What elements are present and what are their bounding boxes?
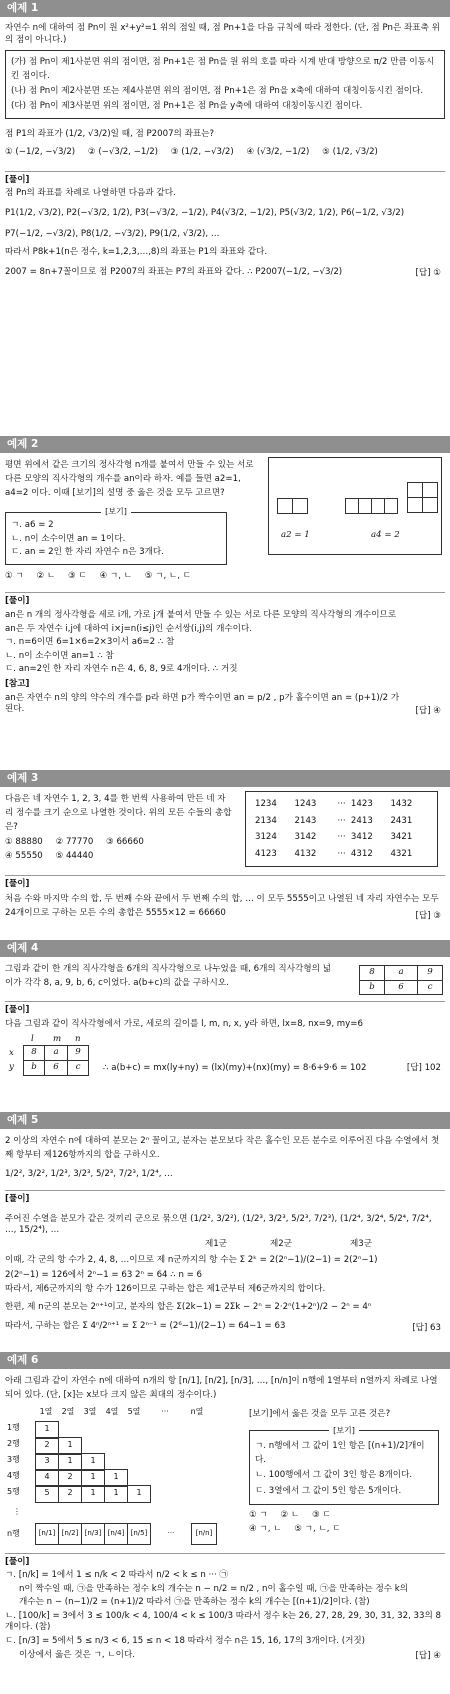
ex2-choice-5[interactable]: ⑤ ㄱ, ㄴ, ㄷ xyxy=(144,570,191,581)
ex1-rule-c: (다) 점 Pn이 제3사분면 위의 점이면, 점 Pn+1은 점 Pn을 y축에 대하여 대칭이동시킨 점이다. xyxy=(11,101,363,112)
ex5-sol-3: 2(2ⁿ−1) = 126에서 2ⁿ−1 = 63 2ⁿ = 64 ∴ n = 6 xyxy=(5,1270,203,1281)
ex6-sol-6: 이상에서 옳은 것은 ㄱ, ㄴ이다. xyxy=(19,1649,136,1660)
ex2-solution-label: [풀이] xyxy=(5,596,30,607)
ex6-sol-5: ㄷ. [n/3] = 5에서 5 ≤ n/3 < 6, 15 ≤ n < 18 따라서 정수 n은 15, 16, 17의 3개이다. (거짓) xyxy=(5,1636,366,1647)
ex2-figure-box xyxy=(268,457,442,555)
ex6-item-3: ㄷ. 3열에서 그 값이 5인 항은 5개이다. xyxy=(255,1486,402,1497)
ex1-sol-1: 점 Pn의 좌표를 차례로 나열하면 다음과 같다. xyxy=(5,188,176,199)
ex2-question: 평면 위에서 같은 크기의 정사각형 n개를 붙여서 만들 수 있는 서로 다른 모양의 직사각형의 개수를 an이라 하자. 예를 들면 a2=1, a4=2 이다. 이때 [보기]의 설명 중 옳은 것을 모두 고르면? xyxy=(5,460,254,498)
ex5-sequence: 1/2², 3/2², 1/2³, 3/2³, 5/2³, 7/2³, 1/2⁴, … xyxy=(5,1168,173,1179)
ex2-a4-label: a4 = 2 xyxy=(371,530,400,540)
ex1-question: 자연수 n에 대하여 점 Pn이 원 x²+y²=1 위의 점일 때, 점 Pn+1을 다음 규칙에 따라 정한다. (단, 점 Pn은 좌표축 위의 점이 아니다.) xyxy=(5,23,440,45)
ex3-choice-1[interactable]: ① 88880 xyxy=(5,837,43,848)
ex2-note-label: [참고] xyxy=(5,678,30,689)
ex2-a2-rects xyxy=(277,498,308,514)
ex5-solution-label: [풀이] xyxy=(5,1194,30,1205)
ex5-answer: [답] 63 xyxy=(412,1322,441,1333)
example-5-header: 예제 5 xyxy=(0,1112,450,1129)
example-1 xyxy=(0,0,450,436)
ex4-answer: [답] 102 xyxy=(406,1062,441,1073)
ex2-bogi-box xyxy=(5,507,227,565)
ex1-answer: [답] ① xyxy=(415,268,441,279)
ex3-choice-3[interactable]: ③ 66660 xyxy=(106,837,144,848)
ex3-solution-label: [풀이] xyxy=(5,879,30,890)
ex6-solution-label: [풀이] xyxy=(5,1556,30,1567)
ex5-divider xyxy=(5,1190,445,1191)
ex6-divider xyxy=(5,1553,445,1554)
ex5-group-labels: 제1군 제2군 제3군 xyxy=(205,1238,373,1249)
ex6-triangle-table: 1열 2열 3열 4열 5열 ··· n열 1행 2행 3행 4행 5행 ⋮ n행 1 2 1 3 1 1 4 2 1 1 5 2 1 1 1 [n/1] [n/2] [n/3] [n/4] [n/5] ··· [n/n] xyxy=(5,1407,243,1551)
ex1-choices xyxy=(5,147,445,159)
ex6-bogi-box xyxy=(249,1426,439,1505)
ex3-sol: 처음 수와 마지막 수의 합, 두 번째 수와 끝에서 두 번째 수의 합, … 이 모두 5555이고 나열된 네 자리 자연수는 모두 24개이므로 구하는 모든 수의 총합은 5555×12 = 66660 xyxy=(5,894,439,918)
ex5-sol-6: 따라서, 구하는 합은 Σ 4ⁿ/2ⁿ⁺¹ = Σ 2ⁿ⁻¹ = (2⁶−1)/(2−1) = 64−1 = 63 xyxy=(5,1321,286,1332)
example-1-header: 예제 1 xyxy=(0,0,450,17)
example-6-header: 예제 6 xyxy=(0,1352,450,1369)
ex6-sol-1: ㄱ. [n/k] = 1에서 1 ≤ n/k < 2 따라서 n/2 < k ≤ n ··· ㉠ xyxy=(5,1570,229,1581)
ex1-choice-5[interactable]: ⑤ (1/2, √3/2) xyxy=(322,147,378,158)
ex6-item-1: ㄱ. n행에서 그 값이 1인 항은 [(n+1)/2]개이다. xyxy=(255,1440,425,1465)
ex4-question: 그림과 같이 한 개의 직사각형을 6개의 직사각형으로 나누었을 때, 6개의 직사각형의 넓이가 각각 8, a, 9, b, 6, c이었다. a(b+c)의 값을 구하시오. xyxy=(5,964,331,988)
ex2-choice-3[interactable]: ③ ㄷ xyxy=(67,570,87,581)
ex2-sol-3: ㄱ. n=6이면 6=1×6=2×3이서 a6=2 ∴ 참 xyxy=(5,637,175,648)
ex1-choice-2[interactable]: ② (−√3/2, −1/2) xyxy=(87,147,159,158)
table-row: 3124 3142 ··· 3412 3421 xyxy=(255,832,413,843)
ex2-bogi-label: [보기] xyxy=(101,507,131,516)
ex1-rule-a: (가) 점 Pn이 제1사분면 위의 점이면, 점 Pn+1은 점 Pn을 원 위의 호를 따라 시계 반대 방향으로 π/2 만큼 이동시킨 점이다. xyxy=(11,57,435,81)
ex3-number-table xyxy=(245,791,438,867)
ex6-sol-3: 개수는 n − (n−1)/2 = (n+1)/2 따라서 ㉠을 만족하는 정수 k의 개수는 [(n+1)/2]이다. (참) xyxy=(19,1597,370,1608)
ex3-divider xyxy=(5,875,445,876)
ex6-choice-1[interactable]: ① ㄱ xyxy=(249,1509,268,1520)
example-3-header: 예제 3 xyxy=(0,770,450,787)
ex2-sol-2: an은 두 자연수 i,j에 대하여 i×j=n(i≤j)인 순서쌍(i,j)의 개수이다. xyxy=(5,623,253,634)
ex3-choice-4[interactable]: ④ 55550 xyxy=(5,851,43,861)
ex6-sol-4: ㄴ. [100/k] = 3에서 3 ≤ 100/k < 4, 100/4 < k ≤ 100/3 따라서 정수 k는 26, 27, 28, 29, 30, 31, 32, 33의 8개이다. (참) xyxy=(5,1610,441,1633)
ex1-seq-1: P1(1/2, √3/2), P2(−√3/2, 1/2), P3(−√3/2, −1/2), P4(√3/2, −1/2), P5(√3/2, 1/2), P6(−1/2, √3/2) xyxy=(5,207,405,218)
ex6-item-2: ㄴ. 100행에서 그 값이 3인 항은 8개이다. xyxy=(255,1470,413,1481)
ex1-choice-4[interactable]: ④ (√3/2, −1/2) xyxy=(246,147,310,158)
ex2-choice-4[interactable]: ④ ㄱ, ㄴ xyxy=(99,570,132,581)
ex5-sol-2: 이때, 각 군의 항 수가 2, 4, 8, …이므로 제 n군까지의 항 수는 Σ 2ᵏ = 2(2ⁿ−1)/(2−1) = 2(2ⁿ−1) xyxy=(5,1254,378,1265)
example-6 xyxy=(0,1352,450,1694)
ex2-sol-5: ㄷ. an=2인 한 자리 자연수 n은 4, 6, 8, 9로 4개이다. ∴ 거짓 xyxy=(5,664,238,675)
ex4-sol: 다음 그림과 같이 직사각형에서 가로, 세로의 길이를 l, m, n, x, y라 하면, lx=8, nx=9, my=6 xyxy=(5,1018,363,1029)
ex6-choice-2[interactable]: ② ㄴ xyxy=(280,1509,300,1520)
ex1-rules-box xyxy=(5,50,445,119)
ex6-choice-4[interactable]: ④ ㄱ, ㄴ xyxy=(249,1523,282,1534)
ex4-calc: ∴ a(b+c) = mx(ly+ny) = (lx)(my)+(nx)(my) = 8·6+9·6 = 102 xyxy=(103,1062,367,1073)
ex5-sol-1: 주어진 수열을 분모가 같은 것끼리 군으로 묶으면 (1/2², 3/2²), (1/2³, 3/2³, 5/2³, 7/2³), (1/2⁴, 3/2⁴, 5/2⁴, 7/2⁴, …, 15/2⁴), … xyxy=(5,1213,432,1236)
ex2-sol-1: an은 n 개의 정사각형을 세로 i개, 가로 j개 붙여서 만들 수 있는 서로 다른 모양의 직사각형의 개수이므로 xyxy=(5,610,397,621)
example-4-header: 예제 4 xyxy=(0,940,450,957)
ex5-sol-4: 따라서, 제6군까지의 항 수가 126이므로 구하는 합은 제1군부터 제6군까지의 합이다. xyxy=(5,1284,326,1295)
ex1-solution-label: [풀이] xyxy=(5,174,30,185)
ex2-choice-2[interactable]: ② ㄴ xyxy=(36,570,56,581)
ex2-answer: [답] ④ xyxy=(415,705,441,716)
ex3-choice-5[interactable]: ⑤ 44440 xyxy=(55,851,94,861)
ex4-labeled-grid: l m n x y 8 a 9 b 6 c xyxy=(5,1034,95,1076)
ex6-question: 아래 그림과 같이 자연수 n에 대하여 n개의 항 [n/1], [n/2], [n/3], …, [n/n]이 n행에 1열부터 n열까지 차례로 나열되어 있다. (단, [x]는 x보다 크지 않은 최대의 정수이다.) xyxy=(5,1376,438,1400)
ex2-a2-label: a2 = 1 xyxy=(281,530,310,540)
example-2-header: 예제 2 xyxy=(0,436,450,453)
ex1-sol-2: 따라서 P8k+1(n은 정수, k=1,2,3,…,8)의 좌표는 P1의 좌표와 같다. xyxy=(5,247,268,257)
example-3 xyxy=(0,770,450,940)
ex1-seq-2: P7(−1/2, −√3/2), P8(1/2, −√3/2), P9(1/2, √3/2), … xyxy=(5,229,220,240)
ex6-choice-3[interactable]: ③ ㄷ xyxy=(311,1509,331,1520)
ex4-solution-label: [풀이] xyxy=(5,1005,30,1016)
ex1-divider xyxy=(5,171,445,172)
ex4-divider xyxy=(5,1001,445,1002)
ex1-choice-1[interactable]: ① (−1/2, −√3/2) xyxy=(5,147,76,158)
ex2-note: an은 자연수 n의 양의 약수의 개수를 p라 하면 p가 짝수이면 an = p/2 , p가 홀수이면 an = (p+1)/2 가 된다. xyxy=(5,692,400,715)
table-row: 4123 4132 ··· 4312 4321 xyxy=(255,848,413,859)
ex6-bogi-label: [보기] xyxy=(329,1426,359,1435)
ex2-choice-1[interactable]: ① ㄱ xyxy=(5,570,24,581)
ex1-sol-3: 2007 = 8n+7꼴이므로 점 P2007의 좌표는 P7의 좌표와 같다. ∴ P2007(−1/2, −√3/2) xyxy=(5,266,343,277)
ex2-a4-rects-1 xyxy=(345,498,398,514)
ex3-choices xyxy=(5,836,233,864)
ex5-question: 2 이상의 자연수 n에 대하여 분모는 2ⁿ 꼴이고, 분자는 분모보다 작은 홀수인 모든 분수로 이루어진 다음 수열에서 첫째 항부터 제126항까지의 합을 구하시오. xyxy=(5,1136,440,1160)
ex6-answer: [답] ④ xyxy=(415,1651,441,1662)
table-row: 1234 1243 ··· 1423 1432 xyxy=(255,799,413,809)
ex1-question-2: 점 P1의 좌표가 (1/2, √3/2)일 때, 점 P2007의 좌표는? xyxy=(5,129,215,140)
ex6-sol-2: n이 짝수일 때, ㉠을 만족하는 정수 k의 개수는 n − n/2 = n/2 , n이 홀수일 때, ㉠을 만족하는 정수 k의 xyxy=(19,1583,409,1594)
example-5 xyxy=(0,1112,450,1352)
ex2-a4-rects-2 xyxy=(407,482,438,513)
ex2-choices xyxy=(5,571,445,583)
ex2-item-2: ㄴ. n이 소수이면 an = 1이다. xyxy=(11,533,126,544)
table-row: 2134 2143 ··· 2413 2431 xyxy=(255,815,413,826)
ex5-sol-5: 한편, 제 n군의 분모는 2ⁿ⁺¹이고, 분자의 합은 Σ(2k−1) = 2Σk − 2ⁿ = 2·2ⁿ(1+2ⁿ)/2 − 2ⁿ = 4ⁿ xyxy=(5,1301,372,1312)
ex2-item-3: ㄷ. an = 2인 한 자리 자연수 n은 3개다. xyxy=(11,547,164,558)
ex2-divider xyxy=(5,592,445,593)
ex1-rule-b: (나) 점 Pn이 제2사분면 또는 제4사분면 위의 점이면, 점 Pn+1은 점 Pn을 x축에 대하여 대칭이동시킨 점이다. xyxy=(11,85,424,96)
ex2-sol-4: ㄴ. n이 소수이면 an=1 ∴ 참 xyxy=(5,650,114,661)
ex4-grid: 8 a 9 b 6 c xyxy=(359,965,443,995)
ex3-question: 다음은 네 자연수 1, 2, 3, 4를 한 번씩 사용하여 만든 네 자리 정수를 크기 순으로 나열한 것이다. 위의 모든 수들의 총합은? xyxy=(5,794,232,832)
ex2-item-1: ㄱ. a6 = 2 xyxy=(11,520,54,531)
example-2 xyxy=(0,436,450,770)
ex6-choice-5[interactable]: ⑤ ㄱ, ㄴ, ㄷ xyxy=(294,1523,341,1534)
ex3-choice-2[interactable]: ② 77770 xyxy=(55,837,94,848)
ex6-side-question: [보기]에서 옳은 것을 모두 고른 것은? xyxy=(249,1408,391,1419)
ex1-choice-3[interactable]: ③ (1/2, −√3/2) xyxy=(170,147,234,158)
example-4 xyxy=(0,940,450,1112)
ex3-answer: [답] ③ xyxy=(415,910,441,921)
ex6-choices xyxy=(249,1509,439,1537)
